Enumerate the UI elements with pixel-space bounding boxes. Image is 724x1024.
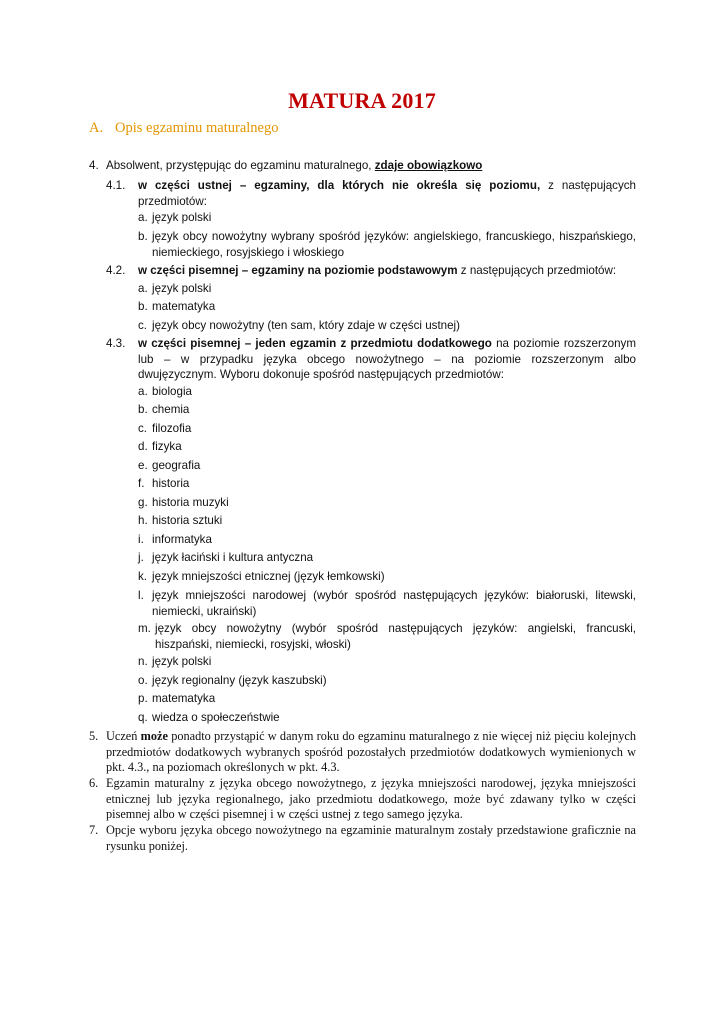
list-item-letter: g. bbox=[138, 496, 148, 509]
list-item: język polski bbox=[152, 211, 212, 224]
subsection-4-3 bbox=[138, 336, 636, 383]
list-item-letter: o. bbox=[138, 674, 148, 687]
list-item: język obcy nowożytny wybrany spośród języków: angielskiego, francuskiego, hiszpańskiego, niemieckiego, rosyjskiego i włoskiego bbox=[152, 230, 636, 259]
list-item-letter: j. bbox=[138, 551, 144, 564]
item-6: Egzamin maturalny z języka obcego nowożytnego, z języka mniejszości narodowej, języka mniejszości etnicznej lub języka regionalnego, jako przedmiotu dodatkowego, może być zdawany tylko w części pisemnej albo w części pisemnej i w części ustnej z tego samego języka. bbox=[106, 776, 636, 822]
list-item: geografia bbox=[152, 459, 201, 472]
item-4-number: 4. bbox=[89, 159, 99, 172]
subsection-4-2-bold: w części pisemnej – egzaminy na poziomie podstawowym bbox=[138, 264, 458, 277]
list-item-letter: b. bbox=[138, 230, 148, 243]
item-5-bold: może bbox=[140, 729, 168, 743]
list-item: język obcy nowożytny (ten sam, który zdaje w części ustnej) bbox=[152, 319, 460, 332]
list-item-letter: c. bbox=[138, 319, 148, 332]
subsection-4-2-number: 4.2. bbox=[106, 264, 126, 277]
list-item: fizyka bbox=[152, 440, 182, 453]
subsection-4-3-rest: na poziomie rozszerzonym lub – w przypadku języka obcego nowożytnego – na poziomie rozszerzonym albo dwujęzycznym. Wyboru dokonuje spośród następujących przedmiotów: bbox=[138, 337, 636, 382]
list-item-letter: m. bbox=[138, 622, 151, 635]
item-5-number: 5. bbox=[89, 729, 99, 743]
list-item: język regionalny (język kaszubski) bbox=[152, 674, 327, 687]
list-item: matematyka bbox=[152, 692, 216, 705]
item-5-post: ponadto przystąpić w danym roku do egzaminu maturalnego z nie więcej niż pięciu kolejnych przedmiotów dodatkowych wybranych spośród pozostałych przedmiotów dodatkowych wymienionych w pkt. 4.3., na poziomach określonych w pkt. 4.3. bbox=[106, 729, 636, 775]
list-item: chemia bbox=[152, 403, 190, 416]
subsection-4-1-bold: w części ustnej – egzaminy, dla których nie określa się poziomu, bbox=[138, 179, 541, 192]
list-item: język obcy nowożytny (wybór spośród następujących języków: angielski, francuski, hiszpański, niemiecki, rosyjski, włoski) bbox=[155, 622, 636, 651]
list-item-letter: a. bbox=[138, 385, 148, 398]
list-item-letter: a. bbox=[138, 282, 148, 295]
subsection-4-2-rest: z następujących przedmiotów: bbox=[457, 264, 617, 277]
subsection-4-1 bbox=[138, 178, 636, 209]
list-item: język łaciński i kultura antyczna bbox=[152, 551, 314, 564]
list-item-letter: h. bbox=[138, 514, 148, 527]
list-item-letter: k. bbox=[138, 570, 148, 583]
item-6-number: 6. bbox=[89, 776, 99, 790]
section-heading bbox=[89, 120, 278, 137]
item-5 bbox=[106, 729, 636, 776]
item-4-intro: Absolwent, przystępując do egzaminu maturalnego, bbox=[106, 159, 375, 172]
section-label: A. bbox=[89, 120, 104, 136]
list-item: historia bbox=[152, 477, 190, 490]
subsection-4-3-bold: w części pisemnej – jeden egzamin z przedmiotu dodatkowego bbox=[138, 337, 492, 350]
list-item: język polski bbox=[152, 282, 212, 295]
list-item-letter: i. bbox=[138, 533, 144, 546]
list-item-letter: q. bbox=[138, 711, 148, 724]
list-item: matematyka bbox=[152, 300, 216, 313]
item-4 bbox=[89, 158, 99, 174]
list-item-letter: e. bbox=[138, 459, 148, 472]
item-4-emphasis: zdaje obowiązkowo bbox=[374, 159, 483, 172]
list-item-letter: a. bbox=[138, 211, 148, 224]
section-text: Opis egzaminu maturalnego bbox=[115, 120, 279, 136]
list-item-letter: n. bbox=[138, 655, 148, 668]
list-item: język mniejszości etnicznej (język łemkowski) bbox=[152, 570, 385, 583]
list-item-letter: p. bbox=[138, 692, 148, 705]
list-item: historia muzyki bbox=[152, 496, 229, 509]
list-item: język mniejszości narodowej (wybór spośród następujących języków: białoruski, litewski, niemiecki, ukraiński) bbox=[152, 589, 636, 618]
list-item: historia sztuki bbox=[152, 514, 223, 527]
list-item: filozofia bbox=[152, 422, 192, 435]
subsection-4-3-number: 4.3. bbox=[106, 337, 126, 350]
list-item-letter: l. bbox=[138, 589, 144, 602]
list-item: informatyka bbox=[152, 533, 212, 546]
list-item: wiedza o społeczeństwie bbox=[152, 711, 280, 724]
list-item-letter: c. bbox=[138, 422, 148, 435]
list-item-letter: b. bbox=[138, 403, 148, 416]
item-7: Opcje wyboru języka obcego nowożytnego na egzaminie maturalnym zostały przedstawione graficznie na rysunku poniżej. bbox=[106, 823, 636, 853]
list-item-letter: d. bbox=[138, 440, 148, 453]
subsection-4-1-number: 4.1. bbox=[106, 179, 126, 192]
list-item-letter: b. bbox=[138, 300, 148, 313]
list-item: język polski bbox=[152, 655, 212, 668]
list-item: biologia bbox=[152, 385, 192, 398]
list-item-letter: f. bbox=[138, 477, 145, 490]
item-7-number: 7. bbox=[89, 823, 99, 837]
subsection-4-1-rest: z następujących przedmiotów: bbox=[138, 179, 637, 208]
subsection-4-2 bbox=[138, 263, 636, 279]
item-4-text bbox=[106, 158, 636, 174]
item-5-pre: Uczeń bbox=[106, 729, 141, 743]
page-title: MATURA 2017 bbox=[288, 88, 436, 113]
